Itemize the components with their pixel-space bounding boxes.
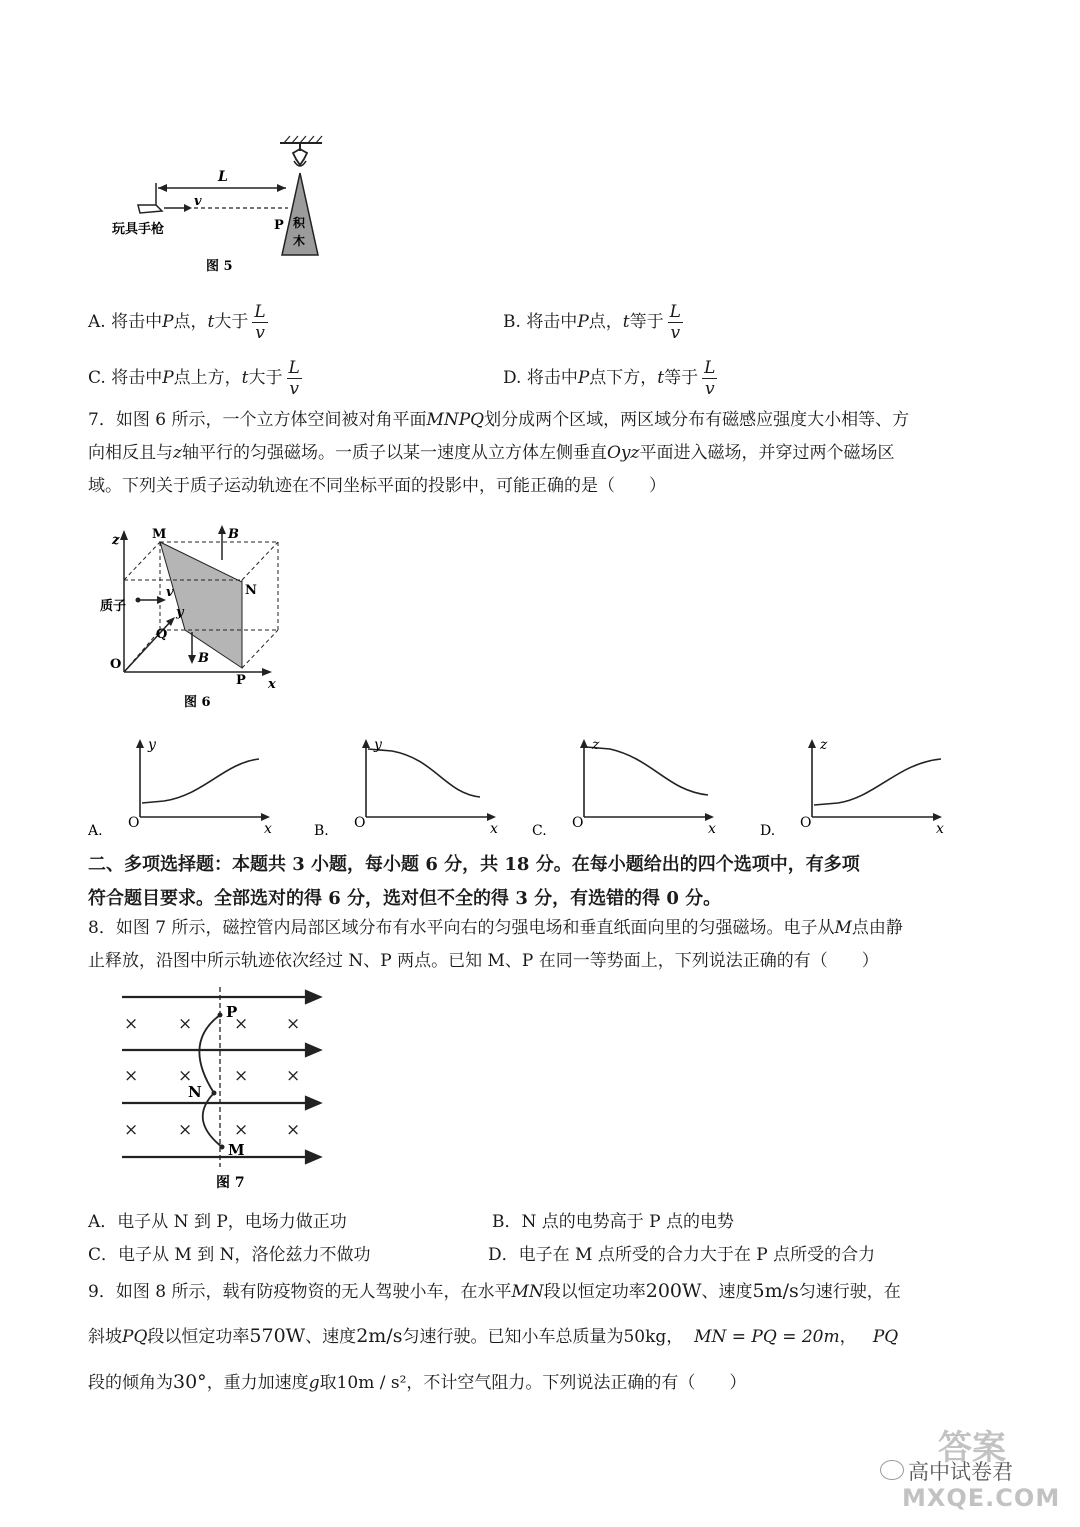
fig6-origin: O xyxy=(110,657,122,672)
fig6-proton: 质子 xyxy=(100,599,127,614)
figure-7 xyxy=(110,985,330,1195)
q8-option-a: A．电子从 N 到 P，电场力做正功 xyxy=(88,1212,347,1232)
q7-line-3: 域。下列关于质子运动轨迹在不同坐标平面的投影中，可能正确的是（ ） xyxy=(88,476,666,496)
svg-text:×: × xyxy=(234,1120,249,1140)
q8-line-2: 止释放，沿图中所示轨迹依次经过 N、P 两点。已知 M、P 在同一等势面上，下列说法正确的有（ ） xyxy=(88,951,879,971)
q7-graph-b xyxy=(314,735,504,840)
q7-graph-letter: D. xyxy=(760,823,776,839)
fig5-block-1: 积 xyxy=(293,216,306,230)
fig5-label-v: v xyxy=(194,194,202,209)
svg-text:×: × xyxy=(178,1066,193,1086)
q7-line-1: 7．如图 6 所示，一个立方体空间被对角平面MNPQ划分成两个区域，两区域分布有磁感应强度大小相等、方 xyxy=(88,410,910,430)
q8-option-c: C．电子从 M 到 N，洛伦兹力不做功 xyxy=(88,1245,371,1265)
svg-text:×: × xyxy=(286,1120,301,1140)
q7-graph-x-axis-label: x xyxy=(264,821,272,837)
q7-graph-letter: A. xyxy=(88,823,103,839)
fig6-point-Q: Q xyxy=(156,627,168,642)
fig6-B-top: B xyxy=(228,527,239,542)
watermark-top: 答案 xyxy=(938,1428,1006,1468)
svg-text:×: × xyxy=(124,1120,139,1140)
q8-option-d: D．电子在 M 点所受的合力大于在 P 点所受的合力 xyxy=(488,1245,876,1265)
q7-graph-y-axis-label: y xyxy=(374,737,382,753)
section-2-line-1: 二、多项选择题：本题共 3 小题，每小题 6 分，共 18 分。在每小题给出的四个选项中，有多项 xyxy=(88,854,860,875)
q7-graph-x-axis-label: x xyxy=(708,821,716,837)
fig6-B-bottom: B xyxy=(198,651,209,666)
q9-line-2: 斜坡PQ段以恒定功率570W、速度2m/s匀速行驶。已知小车总质量为50kg， MN = PQ = 20m， PQ xyxy=(88,1325,899,1347)
q9-line-1: 9．如图 8 所示，载有防疫物资的无人驾驶小车，在水平MN段以恒定功率200W、速度5m/s匀速行驶，在 xyxy=(88,1280,901,1302)
q7-graph-d xyxy=(760,735,950,840)
watermark xyxy=(880,1420,1070,1520)
q6-fraction: $\frac{L}{v}$ xyxy=(669,302,681,343)
q7-graph-y-axis-label: y xyxy=(148,737,156,753)
q6-fraction: $\frac{L}{v}$ xyxy=(704,358,716,399)
fig6-axis-y: y xyxy=(176,605,184,620)
fig5-label-L: L xyxy=(218,169,228,185)
q8-line-1: 8．如图 7 所示，磁控管内局部区域分布有水平向右的匀强电场和垂直纸面向里的匀强磁场。电子从M点由静 xyxy=(88,918,903,938)
fig5-block-2: 木 xyxy=(293,234,306,248)
q7-graph-x-axis-label: x xyxy=(490,821,498,837)
q7-graph-curve xyxy=(368,749,480,797)
q6-fraction: $\frac{L}{v}$ xyxy=(254,302,266,343)
q7-graph-option-b xyxy=(314,735,504,844)
svg-text:×: × xyxy=(124,1014,139,1034)
q7-graph-option-c xyxy=(532,735,722,844)
wechat-icon xyxy=(880,1460,904,1480)
figure-6 xyxy=(100,520,290,715)
q7-graph-c xyxy=(532,735,722,840)
watermark-bottom: MXQE.COM xyxy=(902,1484,1061,1512)
q7-graph-origin: O xyxy=(800,815,812,831)
watermark-mid: 高中试卷君 xyxy=(908,1460,1013,1484)
fig5-label-P: P xyxy=(274,218,284,233)
fig5-toy-gun: 玩具手枪 xyxy=(112,222,165,237)
svg-text:×: × xyxy=(234,1066,249,1086)
q7-graph-option-d xyxy=(760,735,950,844)
fig6-caption: 图 6 xyxy=(184,695,211,710)
q6-option-c: C. 将击中P点上方，t大于 $\frac{L}{v}$ xyxy=(88,358,300,399)
fig7-caption: 图 7 xyxy=(216,1175,245,1191)
q6-option-d: D. 将击中P点下方，t等于 $\frac{L}{v}$ xyxy=(503,358,716,399)
q7-graph-letter: B. xyxy=(314,823,329,839)
figure-5 xyxy=(100,135,340,275)
q9-line-3: 段的倾角为30°，重力加速度g取10m / s²，不计空气阻力。下列说法正确的有（ ） xyxy=(88,1371,747,1393)
fig6-axis-x: x xyxy=(268,677,276,692)
fig6-point-M: M xyxy=(152,527,167,542)
q7-graph-y-axis-label: z xyxy=(592,737,600,753)
q7-graph-a xyxy=(88,735,278,840)
fig7-point-N: N xyxy=(188,1083,202,1101)
q7-graph-origin: O xyxy=(128,815,140,831)
svg-text:×: × xyxy=(124,1066,139,1086)
q7-line-2: 向相反且与z轴平行的匀强磁场。一质子以某一速度从立方体左侧垂直Oyz平面进入磁场，并穿过两个磁场区 xyxy=(88,443,895,463)
fig7-point-M: M xyxy=(228,1141,245,1159)
section-2-line-2: 符合题目要求。全部选对的得 6 分，选对但不全的得 3 分，有选错的得 0 分。 xyxy=(88,888,722,909)
fig6-point-P: P xyxy=(236,673,246,688)
fig6-axis-z: z xyxy=(112,533,120,548)
fig6-v: v xyxy=(166,585,174,600)
q7-graph-y-axis-label: z xyxy=(820,737,828,753)
q7-graph-x-axis-label: x xyxy=(936,821,944,837)
q6-option-a: A. 将击中P点，t大于 $\frac{L}{v}$ xyxy=(88,302,266,343)
q7-graph-letter: C. xyxy=(532,823,547,839)
q7-graph-curve xyxy=(142,759,259,803)
svg-text:×: × xyxy=(178,1014,193,1034)
q7-graph-origin: O xyxy=(572,815,584,831)
q8-option-b: B．N 点的电势高于 P 点的电势 xyxy=(492,1212,735,1232)
q7-graph-curve xyxy=(814,759,941,805)
svg-text:×: × xyxy=(178,1120,193,1140)
q6-option-b: B. 将击中P点，t等于 $\frac{L}{v}$ xyxy=(503,302,681,343)
fig7-crosses xyxy=(124,1014,300,1140)
q7-graph-option-a xyxy=(88,735,278,844)
svg-text:×: × xyxy=(234,1014,249,1034)
q7-graph-origin: O xyxy=(354,815,366,831)
q7-graph-curve xyxy=(586,747,708,795)
svg-text:×: × xyxy=(286,1066,301,1086)
svg-text:×: × xyxy=(286,1014,301,1034)
q6-fraction: $\frac{L}{v}$ xyxy=(288,358,300,399)
fig6-point-N: N xyxy=(245,583,257,598)
fig7-point-P: P xyxy=(226,1003,238,1021)
fig5-caption: 图 5 xyxy=(206,259,233,274)
